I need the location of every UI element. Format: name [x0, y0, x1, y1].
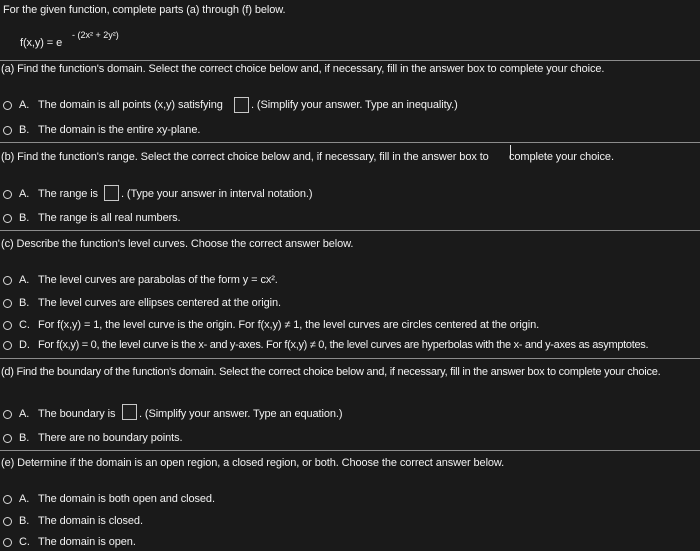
- part-d-question: (d) Find the boundary of the function's domain. Select the correct choice below and, if necessary, fill in the answer box to complete your choice.: [1, 366, 661, 378]
- divider: [0, 230, 700, 231]
- divider: [0, 142, 700, 143]
- part-d-answer-box[interactable]: [122, 404, 137, 420]
- part-c-option-a-letter: A.: [19, 274, 30, 286]
- part-e-option-a-letter: A.: [19, 493, 30, 505]
- function-lhs: f(x,y) = e: [20, 37, 63, 49]
- part-c-option-b-radio[interactable]: [3, 299, 12, 308]
- part-a-answer-box[interactable]: [234, 97, 249, 113]
- part-a-option-a-text: The domain is all points (x,y) satisfying: [38, 99, 223, 111]
- part-c-option-b-letter: B.: [19, 297, 30, 309]
- part-d-option-a-hint: . (Simplify your answer. Type an equation.): [139, 408, 343, 420]
- divider: [0, 60, 700, 61]
- part-c-question: (c) Describe the function's level curves. Choose the correct answer below.: [1, 238, 354, 250]
- part-a-option-b-text: The domain is the entire xy-plane.: [38, 124, 201, 136]
- divider: [0, 358, 700, 359]
- part-d-option-b-text: There are no boundary points.: [38, 432, 183, 444]
- part-e-option-a-text: The domain is both open and closed.: [38, 493, 215, 505]
- part-a-option-b-radio[interactable]: [3, 126, 12, 135]
- part-b-option-b-radio[interactable]: [3, 214, 12, 223]
- part-d-option-a-letter: A.: [19, 408, 30, 420]
- divider: [0, 450, 700, 451]
- part-d-option-b-letter: B.: [19, 432, 30, 444]
- part-c-option-d-text: For f(x,y) = 0, the level curve is the x- and y-axes. For f(x,y) ≠ 0, the level curves are hyperbolas with the x- and y-axes as asymptotes.: [38, 339, 649, 351]
- part-c-option-a-radio[interactable]: [3, 276, 12, 285]
- part-e-option-c-letter: C.: [19, 536, 30, 548]
- part-d-option-a-text: The boundary is: [38, 408, 116, 420]
- part-a-option-a-letter: A.: [19, 99, 30, 111]
- part-d-option-b-radio[interactable]: [3, 434, 12, 443]
- part-c-option-c-radio[interactable]: [3, 321, 12, 330]
- part-b-option-a-text: The range is: [38, 188, 98, 200]
- part-c-option-b-text: The level curves are ellipses centered at the origin.: [38, 297, 281, 309]
- part-c-option-c-letter: C.: [19, 319, 30, 331]
- part-b-question-end: complete your choice.: [509, 151, 614, 163]
- part-d-option-a-radio[interactable]: [3, 410, 12, 419]
- part-c-option-a-text: The level curves are parabolas of the form y = cx².: [38, 274, 278, 286]
- part-a-option-b-letter: B.: [19, 124, 30, 136]
- part-b-option-b-letter: B.: [19, 212, 30, 224]
- part-e-option-b-radio[interactable]: [3, 517, 12, 526]
- part-c-option-d-radio[interactable]: [3, 341, 12, 350]
- part-a-option-a-radio[interactable]: [3, 101, 12, 110]
- part-e-option-b-text: The domain is closed.: [38, 515, 143, 527]
- part-b-option-a-letter: A.: [19, 188, 30, 200]
- function-exponent: - (2x² + 2y²): [72, 30, 119, 40]
- part-b-option-a-hint: . (Type your answer in interval notation.): [121, 188, 313, 200]
- part-b-option-b-text: The range is all real numbers.: [38, 212, 181, 224]
- part-e-option-c-radio[interactable]: [3, 538, 12, 547]
- part-e-question: (e) Determine if the domain is an open region, a closed region, or both. Choose the correct answer below.: [1, 457, 505, 469]
- part-c-option-c-text: For f(x,y) = 1, the level curve is the origin. For f(x,y) ≠ 1, the level curves are circles centered at the origin.: [38, 319, 540, 331]
- part-e-option-b-letter: B.: [19, 515, 30, 527]
- part-e-option-a-radio[interactable]: [3, 495, 12, 504]
- part-b-option-a-radio[interactable]: [3, 190, 12, 199]
- part-b-answer-box[interactable]: [104, 185, 119, 201]
- part-a-option-a-hint: . (Simplify your answer. Type an inequality.): [251, 99, 458, 111]
- part-c-option-d-letter: D.: [19, 339, 30, 351]
- instruction-text: For the given function, complete parts (a) through (f) below.: [3, 4, 286, 16]
- part-b-question: (b) Find the function's range. Select the correct choice below and, if necessary, fill in the answer box to: [1, 151, 489, 163]
- part-a-question: (a) Find the function's domain. Select the correct choice below and, if necessary, fill in the answer box to complete your choice.: [1, 63, 605, 75]
- part-e-option-c-text: The domain is open.: [38, 536, 136, 548]
